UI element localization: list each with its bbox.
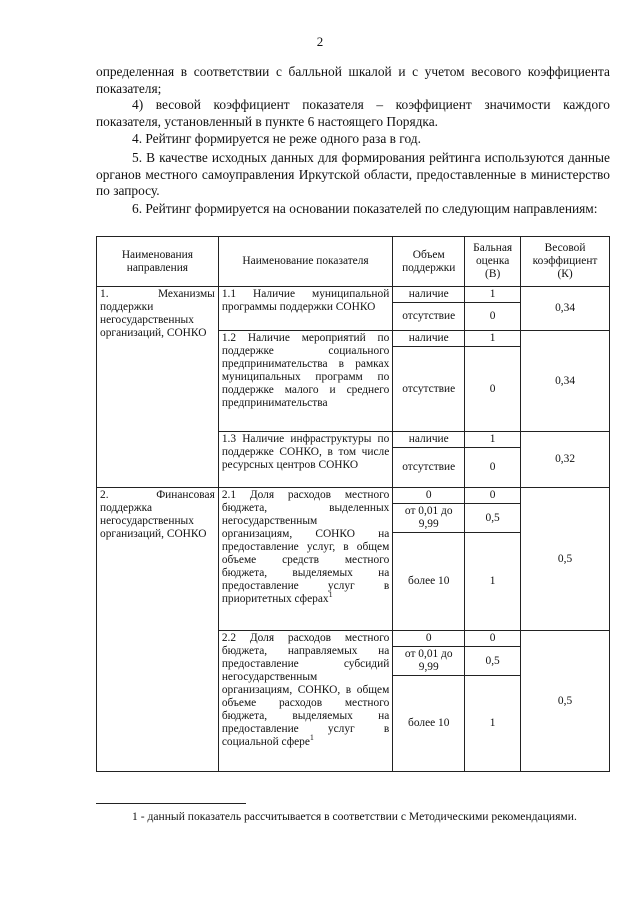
volume-cell: отсутствие bbox=[393, 303, 465, 331]
paragraph-source-data: 5. В качестве исходных данных для формирования рейтинга используются данные органов местного самоуправления Иркутской области, предоставленные в министерство по запросу. bbox=[96, 150, 610, 198]
header-weight: Весовой коэффициент (К) bbox=[521, 237, 610, 287]
score-cell: 1 bbox=[465, 287, 521, 303]
score-cell: 0,5 bbox=[465, 504, 521, 533]
score-cell: 0 bbox=[465, 303, 521, 331]
indicator-1-2: 1.2 Наличие мероприятий по поддержке социального предпринимательства в рамках муниципальных программ по поддержке малого и среднего предпринимательства bbox=[218, 331, 392, 432]
direction-2-cell: 2. Финансовая поддержка негосударственных организаций, СОНКО bbox=[97, 488, 219, 772]
score-cell: 0 bbox=[465, 631, 521, 647]
footnote: 1 - данный показатель рассчитывается в соответствии с Методическими рекомендациями. bbox=[132, 810, 577, 823]
table-header-row bbox=[97, 237, 610, 287]
score-cell: 0 bbox=[465, 448, 521, 488]
header-direction: Наименования направления bbox=[97, 237, 219, 287]
footnote-ref: 1 bbox=[328, 590, 333, 600]
paragraph-weight-definition: 4) весовой коэффициент показателя – коэффициент значимости каждого показателя, установленный в пункте 6 настоящего Порядка. bbox=[96, 97, 610, 129]
weight-cell: 0,32 bbox=[521, 432, 610, 488]
indicator-2-1: 2.1 Доля расходов местного бюджета, выделенных негосударственным организациям, СОНКО на предоставление услуг, в общем объеме средств местного бюджета, выделяемых на предоставление услуг в приоритетных сферах$^1$ bbox=[218, 488, 392, 631]
paragraph-weighted-score: определенная в соответствии с балльной шкалой и с учетом весового коэффициента показателя; bbox=[96, 64, 610, 96]
score-cell: 1 bbox=[465, 432, 521, 448]
paragraph-directions: 6. Рейтинг формируется на основании показателей по следующим направлениям: bbox=[132, 201, 598, 216]
header-volume: Объем поддержки bbox=[393, 237, 465, 287]
volume-cell: от 0,01 до 9,99 bbox=[393, 647, 465, 676]
weight-cell: 0,5 bbox=[521, 488, 610, 631]
volume-cell: отсутствие bbox=[393, 448, 465, 488]
footnote-separator bbox=[96, 803, 246, 804]
header-score: Бальная оценка (В) bbox=[465, 237, 521, 287]
volume-cell: наличие bbox=[393, 331, 465, 347]
score-cell: 1 bbox=[465, 676, 521, 772]
weight-cell: 0,34 bbox=[521, 331, 610, 432]
score-cell: 1 bbox=[465, 533, 521, 631]
volume-cell: 0 bbox=[393, 631, 465, 647]
volume-cell: наличие bbox=[393, 287, 465, 303]
table-row bbox=[97, 488, 610, 504]
score-cell: 0 bbox=[465, 488, 521, 504]
footnote-ref: 1 bbox=[309, 733, 314, 743]
volume-cell: 0 bbox=[393, 488, 465, 504]
table-row bbox=[97, 287, 610, 303]
weight-cell: 0,34 bbox=[521, 287, 610, 331]
score-cell: 1 bbox=[465, 331, 521, 347]
volume-cell: наличие bbox=[393, 432, 465, 448]
indicator-1-1: 1.1 Наличие муниципальной программы поддержки СОНКО bbox=[218, 287, 392, 331]
volume-cell: более 10 bbox=[393, 533, 465, 631]
volume-cell: от 0,01 до 9,99 bbox=[393, 504, 465, 533]
indicator-1-3: 1.3 Наличие инфраструктуры по поддержке СОНКО, в том числе ресурсных центров СОНКО bbox=[218, 432, 392, 488]
page-number: 2 bbox=[316, 34, 324, 49]
weight-cell: 0,5 bbox=[521, 631, 610, 772]
score-cell: 0,5 bbox=[465, 647, 521, 676]
score-cell: 0 bbox=[465, 347, 521, 432]
indicator-2-2: 2.2 Доля расходов местного бюджета, направляемых на предоставление субсидий негосударственным организациям, СОНКО, в общем объеме расходов местного бюджета, выделяемых на предоставление услуг в социальной сфере$^1$ bbox=[218, 631, 392, 772]
volume-cell: отсутствие bbox=[393, 347, 465, 432]
paragraph-frequency: 4. Рейтинг формируется не реже одного раза в год. bbox=[132, 131, 421, 146]
rating-indicators-table bbox=[96, 236, 610, 772]
direction-1-cell: 1. Механизмы поддержки негосударственных организаций, СОНКО bbox=[97, 287, 219, 488]
header-indicator: Наименование показателя bbox=[218, 237, 392, 287]
volume-cell: более 10 bbox=[393, 676, 465, 772]
